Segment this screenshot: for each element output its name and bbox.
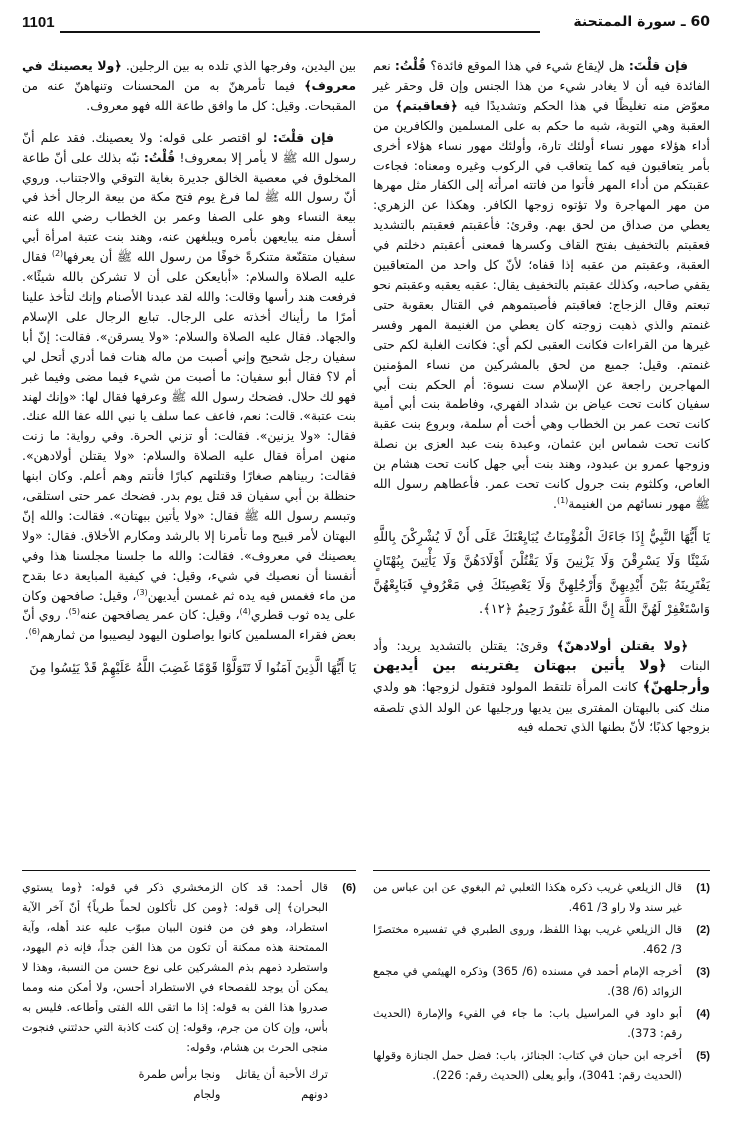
body-text: فيما تأمرهنّ به من المحسنات وتنهاهنّ عنه من المقبحات. وقيل: كل ما وافق طاعة الله فهو معروف. (22, 77, 356, 113)
poem-verse (22, 1064, 356, 1104)
answer-label: قُلْتُ: (394, 58, 427, 73)
footnote-ref[interactable]: (5) (68, 607, 81, 617)
footnotes-left (22, 878, 356, 1104)
body-text: ، وقيل: كان عمر يصافحهن عنه (80, 607, 240, 623)
question-label: فإن قلْتَ: (272, 129, 335, 145)
footnote-divider (373, 870, 710, 871)
footnote-ref[interactable]: (2) (51, 249, 64, 259)
footnote-ref[interactable]: (1) (556, 495, 569, 505)
footnote (373, 1046, 710, 1086)
punctuation: . (24, 627, 29, 643)
left-column (22, 56, 356, 695)
body-text: بين اليدين، وفرجها الذي تلده به بين الرجلين. (121, 58, 356, 73)
paragraph (373, 636, 710, 738)
poem-hemistich: ونجا برأس طمرة ولجام (138, 1067, 221, 1101)
body-text: كانت المرأة تلتقط المولود فتقول لزوجها: هو ولدي منك كنى بالبهتان المفترى بين يديها ورجليها عن الولد الذي تلصقه بزوجها كذبًا؛ لأنّ بطنها الذي تحمله فيه (373, 678, 710, 735)
footnote (22, 878, 356, 1058)
footnote-text: أخرجه الإمام أحمد في مسنده (6/ 365) وذكره الهيثمي في مجمع الزوائد (6/ 38). (373, 965, 682, 998)
answer-text: نبّه بذلك على أنّ طاعة المخلوق في معصية الخالق جديرة بغاية التوقي والاجتناب. وروي أنّ رسول الله ﷺ لما فرغ يوم فتح مكة من بيعة الرجال أخذ في بيعة النساء وهو على الصفا وعمر بن الخطاب رضي الله عنه أسفل منه يبايعهن بأمره ويبلغهن عنه، وهند بنت عتبة امرأة أبي سفيان متقنّعة متنكرةً خوفًا من رسول الله ﷺ أن يعرفها (22, 149, 356, 265)
quranic-term: ﴿فعاقبتم﴾ (395, 97, 458, 113)
footnote-text: أخرجه ابن حبان في كتاب: الجنائز، باب: فضل حمل الجنازة وقولها (الحديث رقم: 3041)، وأبو يعلى (الحديث رقم: 226). (373, 1049, 682, 1082)
quranic-term: ﴿ولا يعصينك في معروف﴾ (22, 58, 356, 93)
footnote-number: (6) (342, 882, 356, 894)
footnote-number: (3) (696, 966, 710, 978)
footnote-ref[interactable]: (6) (28, 627, 40, 637)
quranic-term: ﴿ولا يأتين ببهتان يفترينه بين أيديهن وأرجلهنّ﴾ (373, 657, 710, 695)
footnote-number: (5) (696, 1050, 710, 1062)
body-text: من العقبة وهي التوبة، شبه ما حكم به على المسلمين والكافرين من أداء هؤلاء مهور نساء أولئك تارة، وأولئك مهور نساء هؤلاء أخرى بأمر يتعاقبون فيه كما يتعاقب في الركوب وغيره ومعناه: فجاءت عقبتكم من أداء المهر فأتوا من فاتته امرأته إلى الكفار مثل مهرها من مهر المهاجرة ولا تؤتوه زوجها الكافر. وهكذا عن الزهري: يعطي من صداق من لحق بهم. وقرئ: فأعقبتم فعقبتم بالتشديد فعقبتم بالتخفيف بفتح القاف وكسرها فمعنى أعقبتم دخلتم في العقبة، وعقبتم من عقبه إذا قفاه؛ لأنّ كل واحد من المتعاقبين يقفي صاحبه، وكذلك عقبتم بالتخفيف يقال: عقبه يعقبه وعقبتم نحو تبعتم وقال الزجاج: فعاقبتم فأصبتموهم في القتال بعقوبة حتى غنمتم والذي ذهبت زوجته كان يعطي من الغنيمة المهر وفسر غيرها من القراءات فكانت العقبى لكم أي: فكانت الغلبة لكم حتى غنمتم. وقيل: جميع من لحق بالمشركين من نساء المؤمنين المهاجرين راجعة عن الإسلام ست نسوة: أم الحكم بنت أبي سفيان كانت تحت عياض بن شداد الفهري، وفاطمة بنت أبي أمية كانت تحت عمر بن الخطاب وهي أخت أم سلمة، وبروع بنت عقبة كانت تحت شماس ابن عثمان، وعبدة بنت عبد العزى بن نصلة وزوجها عمرو بن عبدود، وهند بنت أبي جهل كانت تحت هشام بن العاص، وكلثوم بنت جرول كانت تحت عمر. فأعطاهم رسول الله ﷺ مهور نسائهم من الغنيمة (373, 97, 710, 511)
footnote-text: قال أحمد: قد كان الزمخشري ذكر في قوله: ﴿وما يستوي البحران﴾ إلى قوله: ﴿ومن كل تأكلون لحماً طرياً﴾ أنّ آخر الآية استطراد، وهو فن من فنون البيان مبوّب عليه عند أهله، وآية الممتحنة هذه ممكنة أن تكون من هذا الفن جداً، فإنه ذم اليهود، واستطرد ذمهم بذم المشركين على نوع حسن من النسبة، وهذا لا يمكن أن يوجد للفصحاء في الاستطراد أحسن، ولا أمكن منه ومما صدروا هذا الفن به قوله: إذا ما اتقى الله الفتى وأطاعه. فليس به بأس، وإن كان من جرم، وقوله: إن كنت كاذبة التي حدثتني فنجوت منجى الحرث بن هشام، وقوله: (22, 881, 328, 1054)
footnote (373, 878, 710, 918)
footnote-number: (1) (696, 882, 710, 894)
body-text: . روي أنّ بعض فقراء المسلمين كانوا يواصلون اليهود ليصيبوا من ثمارهم (22, 607, 356, 643)
footnotes-right (373, 878, 710, 1088)
answer-label: قُلْتُ: (143, 149, 176, 165)
footnote (373, 920, 710, 960)
right-column (373, 56, 710, 749)
footnote-divider (22, 870, 356, 871)
page-number: 1101 (22, 14, 55, 31)
poem-hemistich: ترك الأحبة أن يقاتل دونهم (235, 1067, 328, 1101)
paragraph (373, 56, 710, 514)
answer-text: نعم الفائدة فيه أن لا يغادر شيء من هذا الجنس وإن قل وحقر غير معوّض منه تغليظًا في هذا الحكم وتشديدًا فيه (373, 58, 710, 113)
question-label: فإن قلْتَ: (628, 58, 688, 73)
footnote-text: أبو داود في المراسيل باب: ما جاء في الفيء والإمارة (الحديث رقم: 373). (373, 1007, 682, 1040)
paragraph (22, 56, 356, 116)
footnote-text: قال الزيلعي غريب بهذا اللفظ، وروى الطبري في تفسيره مختصرًا 3/ 462. (373, 923, 682, 956)
quran-verse: يَا أَيُّهَا الَّذِينَ آمَنُوا لَا تَتَوَلَّوْا قَوْمًا غَضِبَ اللَّهُ عَلَيْهِمْ قَدْ يَئِسُوا مِنَ (29, 661, 356, 677)
footnote-number: (4) (696, 1008, 710, 1020)
quran-verse: يَا أَيُّهَا النَّبِيُّ إِذَا جَاءَكَ الْمُؤْمِنَاتُ يُبَايِعْنَكَ عَلَى أَنْ لَا يُشْرِكْنَ بِاللَّهِ شَيْئًا وَلَا يَسْرِقْنَ وَلَا يَزْنِينَ وَلَا يَقْتُلْنَ أَوْلَادَهُنَّ وَلَا يَأْتِينَ بِبُهْتَانٍ يَفْتَرِينَهُ بَيْنَ أَيْدِيهِنَّ وَأَرْجُلِهِنَّ وَلَا يَعْصِينَكَ فِي مَعْرُوفٍ فَبَايِعْهُنَّ وَاسْتَغْفِرْ لَهُنَّ اللَّهَ إِنَّ اللَّهَ غَفُورٌ رَحِيمٌ ﴿١٢﴾. (373, 529, 710, 617)
running-title: 60 ـ سورة الممتحنة (573, 14, 710, 30)
page-header (22, 14, 710, 36)
punctuation: . (553, 495, 557, 511)
body-text: وقرئ: يقتلن بالتشديد يريد: وأد البنات (373, 637, 710, 673)
question-text: هل لإيقاع شيء في هذا الموقع فائدة؟ (426, 58, 629, 73)
footnote (373, 1004, 710, 1044)
footnote-text: قال الزيلعي غريب ذكره هكذا الثعلبي ثم البغوي عن ابن عباس من غير سند ولا راو 3/ 461. (373, 881, 682, 914)
paragraph (22, 128, 356, 646)
footnote-ref[interactable]: (4) (239, 607, 251, 617)
body-text: ، وقيل: صافحهن وكان على يده ثوب قطري (22, 587, 356, 623)
footnote-ref[interactable]: (3) (136, 587, 148, 597)
body-text: فقال عليه الصلاة والسلام: «أبايعكن على أن لا تشركن بالله شيئًا». فرفعت هند رأسها وقالت: والله لقد عبدنا الأصنام وإنك لتأخذ علينا أمرًا ما رأيناك أخذته على الرجال. تبايع الرجال على الإسلام والجهاد. فقال عليه الصلاة والسلام: «ولا يسرقن». فقالت: إنّ أبا سفيان رجل شحيح وإني أصبت من ماله هنات فما أدري أتحل لي أم لا؟ فقال أبو سفيان: ما أصبت من شيء فيما مضى وفيما غبر فهو لك حلال. فضحك رسول الله ﷺ وعرفها فقال لها: «وإنك لهند بنت عتبة». قالت: نعم، فاعف عما سلف يا نبي الله عفا الله عنك. فقال: «ولا يزنين». فقالت: أو تزني الحرة. وفي رواية: ما زنت منهن امرأة فقال عليه الصلاة والسلام: «ولا يقتلن أولادهن». فقالت: ربيناهم صغارًا وقتلتهم كبارًا فأنتم وهم أعلم. وكان ابنها حنظلة بن أبي سفيان قد قتل يوم بدر. فضحك عمر حتى استلقى، وتبسم رسول الله ﷺ فقال: «ولا يأتين ببهتان». فقالت: والله إنّ البهتان لأمر قبيح وما تأمرنا إلا بالرشد ومكارم الأخلاق. فقال: «ولا يعصينك في معروف». فقالت: والله ما جلسنا مجلسنا هذا وفي أنفسنا أن نعصيك في شيء، وقيل: في كيفية المبايعة دعا بقدح من ماء فغمس فيه يده ثم غمسن أيديهن (22, 249, 356, 603)
footnote (373, 962, 710, 1002)
question-text: لو اقتصر على قوله: ولا يعصينك. فقد علم أنّ رسول الله ﷺ لا يأمر إلا بمعروف! (22, 129, 356, 165)
footnote-number: (2) (696, 924, 710, 936)
quranic-term: ﴿ولا يقتلن أولادهنّ﴾ (556, 637, 688, 653)
header-rule (60, 31, 540, 33)
